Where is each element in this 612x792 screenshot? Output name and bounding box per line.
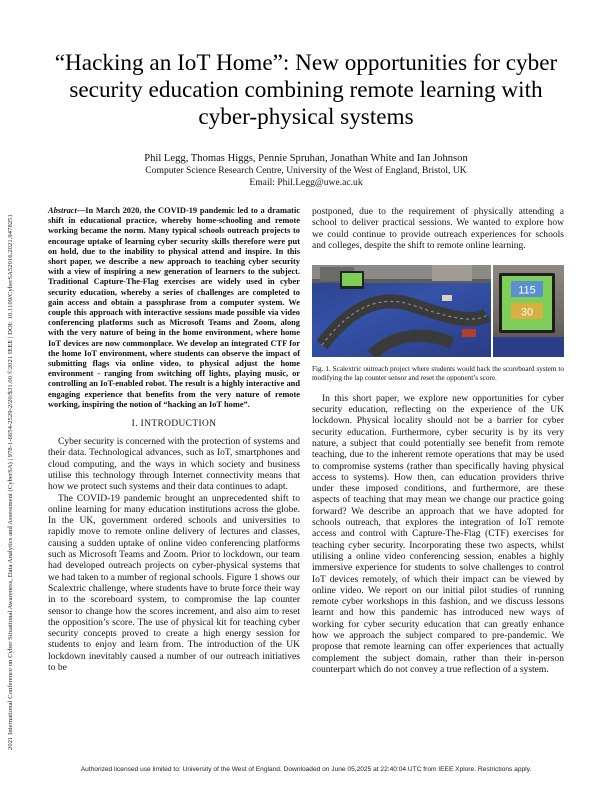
figure-1 xyxy=(312,265,564,357)
scalextric-track-drawing xyxy=(312,265,491,357)
intro-paragraph-2-continued: postponed, due to the requirement of physically attending a school to deliver practical sessions. We wanted to explore how we could continue to provide outreach experiences for schools and colleges, despite the shift to remote online learning. xyxy=(312,206,564,251)
abstract-text: —In March 2020, the COVID-19 pandemic led to a dramatic shift in educational practice, whereby home-schooling and remote working became the norm. Many typical schools outreach projects to encourage uptake of learning cyber security skills therefore were put on hold, due to the inability to physical attend and inspire. In this short paper, we describe a new approach to teaching cyber security with a view of inspiring a new generation of learners to the subject. Traditional Capture-The-Flag exercises are widely used in cyber security education, whereby a series of challenges are completed to gain access and obtain a passphrase from a computer system. We couple this approach with interactive sessions made possible via video conferencing platforms such as Microsoft Teams and Zoom, along with the very nature of being in the home environment, where home IoT devices are now commonplace. We develop an integrated CTF for the home IoT environment, where students can observe the impact of submitting flags via online video, to physical adjust the home environment - ranging from switching off lights, playing music, or controlling an IoT-enabled robot. The result is a highly interactive and engaging experience that benefits from the very nature of remote working, inspiring the notion of “hacking an IoT home”. xyxy=(48,206,300,409)
scalextric-track-photo xyxy=(312,265,491,357)
scoreboard-drawing xyxy=(493,265,564,357)
intro-paragraph-2: The COVID-19 pandemic brought an unprecedented shift to online learning for many education institutions across the globe. In the UK, government ordered schools and universities to rapidly move to remote online delivery of lectures and classes, causing a sudden uptake of online video conferencing platforms such as Microsoft Teams and Zoom. Prior to lockdown, our team had developed outreach projects on cyber-physical systems that we had taken to a number of regional schools. Figure 1 shows our Scalextric challenge, where students have to brute force their way in to the scoreboard system, to compromise the lap counter sensor to change how the scores increment, and also aim to reset the opposition’s score. The use of physical kit for teaching cyber security concepts proved to create a high energy session for students to enjoy and learn from. The introduction of the UK lockdown inevitably caused a number of our outreach initiatives to be xyxy=(48,492,300,673)
contact-email: Email: Phil.Legg@uwe.ac.uk xyxy=(249,177,363,188)
sidebar-conference-note xyxy=(2,60,16,750)
section-heading-introduction: I. INTRODUCTION xyxy=(131,419,217,430)
intro-paragraph-3: In this short paper, we explore new opportunities for cyber security education, reflecting on the experience of the UK lockdown. Physical locality should not be a barrier for cyber security education. Furthermore, cyber security is by its very nature, a subject that could potentially see benefit from remote teaching, due to the inherent remote operations that may be used to compromise systems (rather than specifically having physical access to systems). How then, can education providers thrive under these imposed conditions, and furthermore, are these aspects of teaching that may mean we change our practice going forward? We describe an approach that we have adopted for schools outreach, that explores the integration of IoT remote access and control with Capture-The-Flag (CTF) exercises for teaching cyber security. Incorporating these two aspects, whilst utilising a online video conferencing session, enables a highly immersive experience for students to solve challenges to control IoT devices remotely, of which their impact can be viewed by online video. We report on our initial pilot studies of running remote cyber workshops in this fashion, and we discuss lessons learnt and how this pandemic has introduced new ways of working for cyber security education that can greatly enhance how we approach the subject compared to pre-pandemic. We propose that remote learning can offer experiences that actually complement the subject domain, rather than their in-person counterpart which do not convey a true reflection of a system. xyxy=(312,392,564,675)
right-column xyxy=(312,206,564,675)
abstract xyxy=(48,206,300,410)
left-column xyxy=(48,206,300,673)
intro-paragraph-1: Cyber security is concerned with the protection of systems and their data. Technological advances, such as IoT, smartphones and cloud computing, and the ways in which society and business utilise this technology through Internet connectivity means that how we protect such systems and their data continues to adapt. xyxy=(48,436,300,493)
scoreboard-photo xyxy=(493,265,564,357)
scoreboard-top-value: 115 xyxy=(517,284,536,297)
conference-doi-text: 2021 International Conference on Cyber Situational Awareness, Data Analytics and Assessment (CyberSA) | 978-1-6654-2529-2/20/$31.00 ©2021 IEEE | DOI: 10.1109/CyberSA52016.2021.9478251 xyxy=(7,214,14,750)
license-footer: Authorized licensed use limited to: University of the West of England. Downloaded on June 05,2025 at 22:40:04 UTC from IEEE Xplore. Restrictions apply. xyxy=(80,766,532,773)
figure-1-caption: Fig. 1. Scalextric outreach project where students would hack the scoreboard system to modifying the lap counter sensor and reset the opponent’s score. xyxy=(312,365,564,382)
affiliation: Computer Science Research Centre, University of the West of England, Bristol, UK xyxy=(145,165,467,176)
author-list: Phil Legg, Thomas Higgs, Pennie Spruhan, Jonathan White and Ian Johnson xyxy=(144,153,468,164)
scoreboard-bottom-value: 30 xyxy=(520,306,533,319)
paper-title: “Hacking an IoT Home”: New opportunities for cyber security education combining remote learning with cyber-physical systems xyxy=(54,50,558,130)
abstract-lead: Abstract xyxy=(48,206,77,215)
